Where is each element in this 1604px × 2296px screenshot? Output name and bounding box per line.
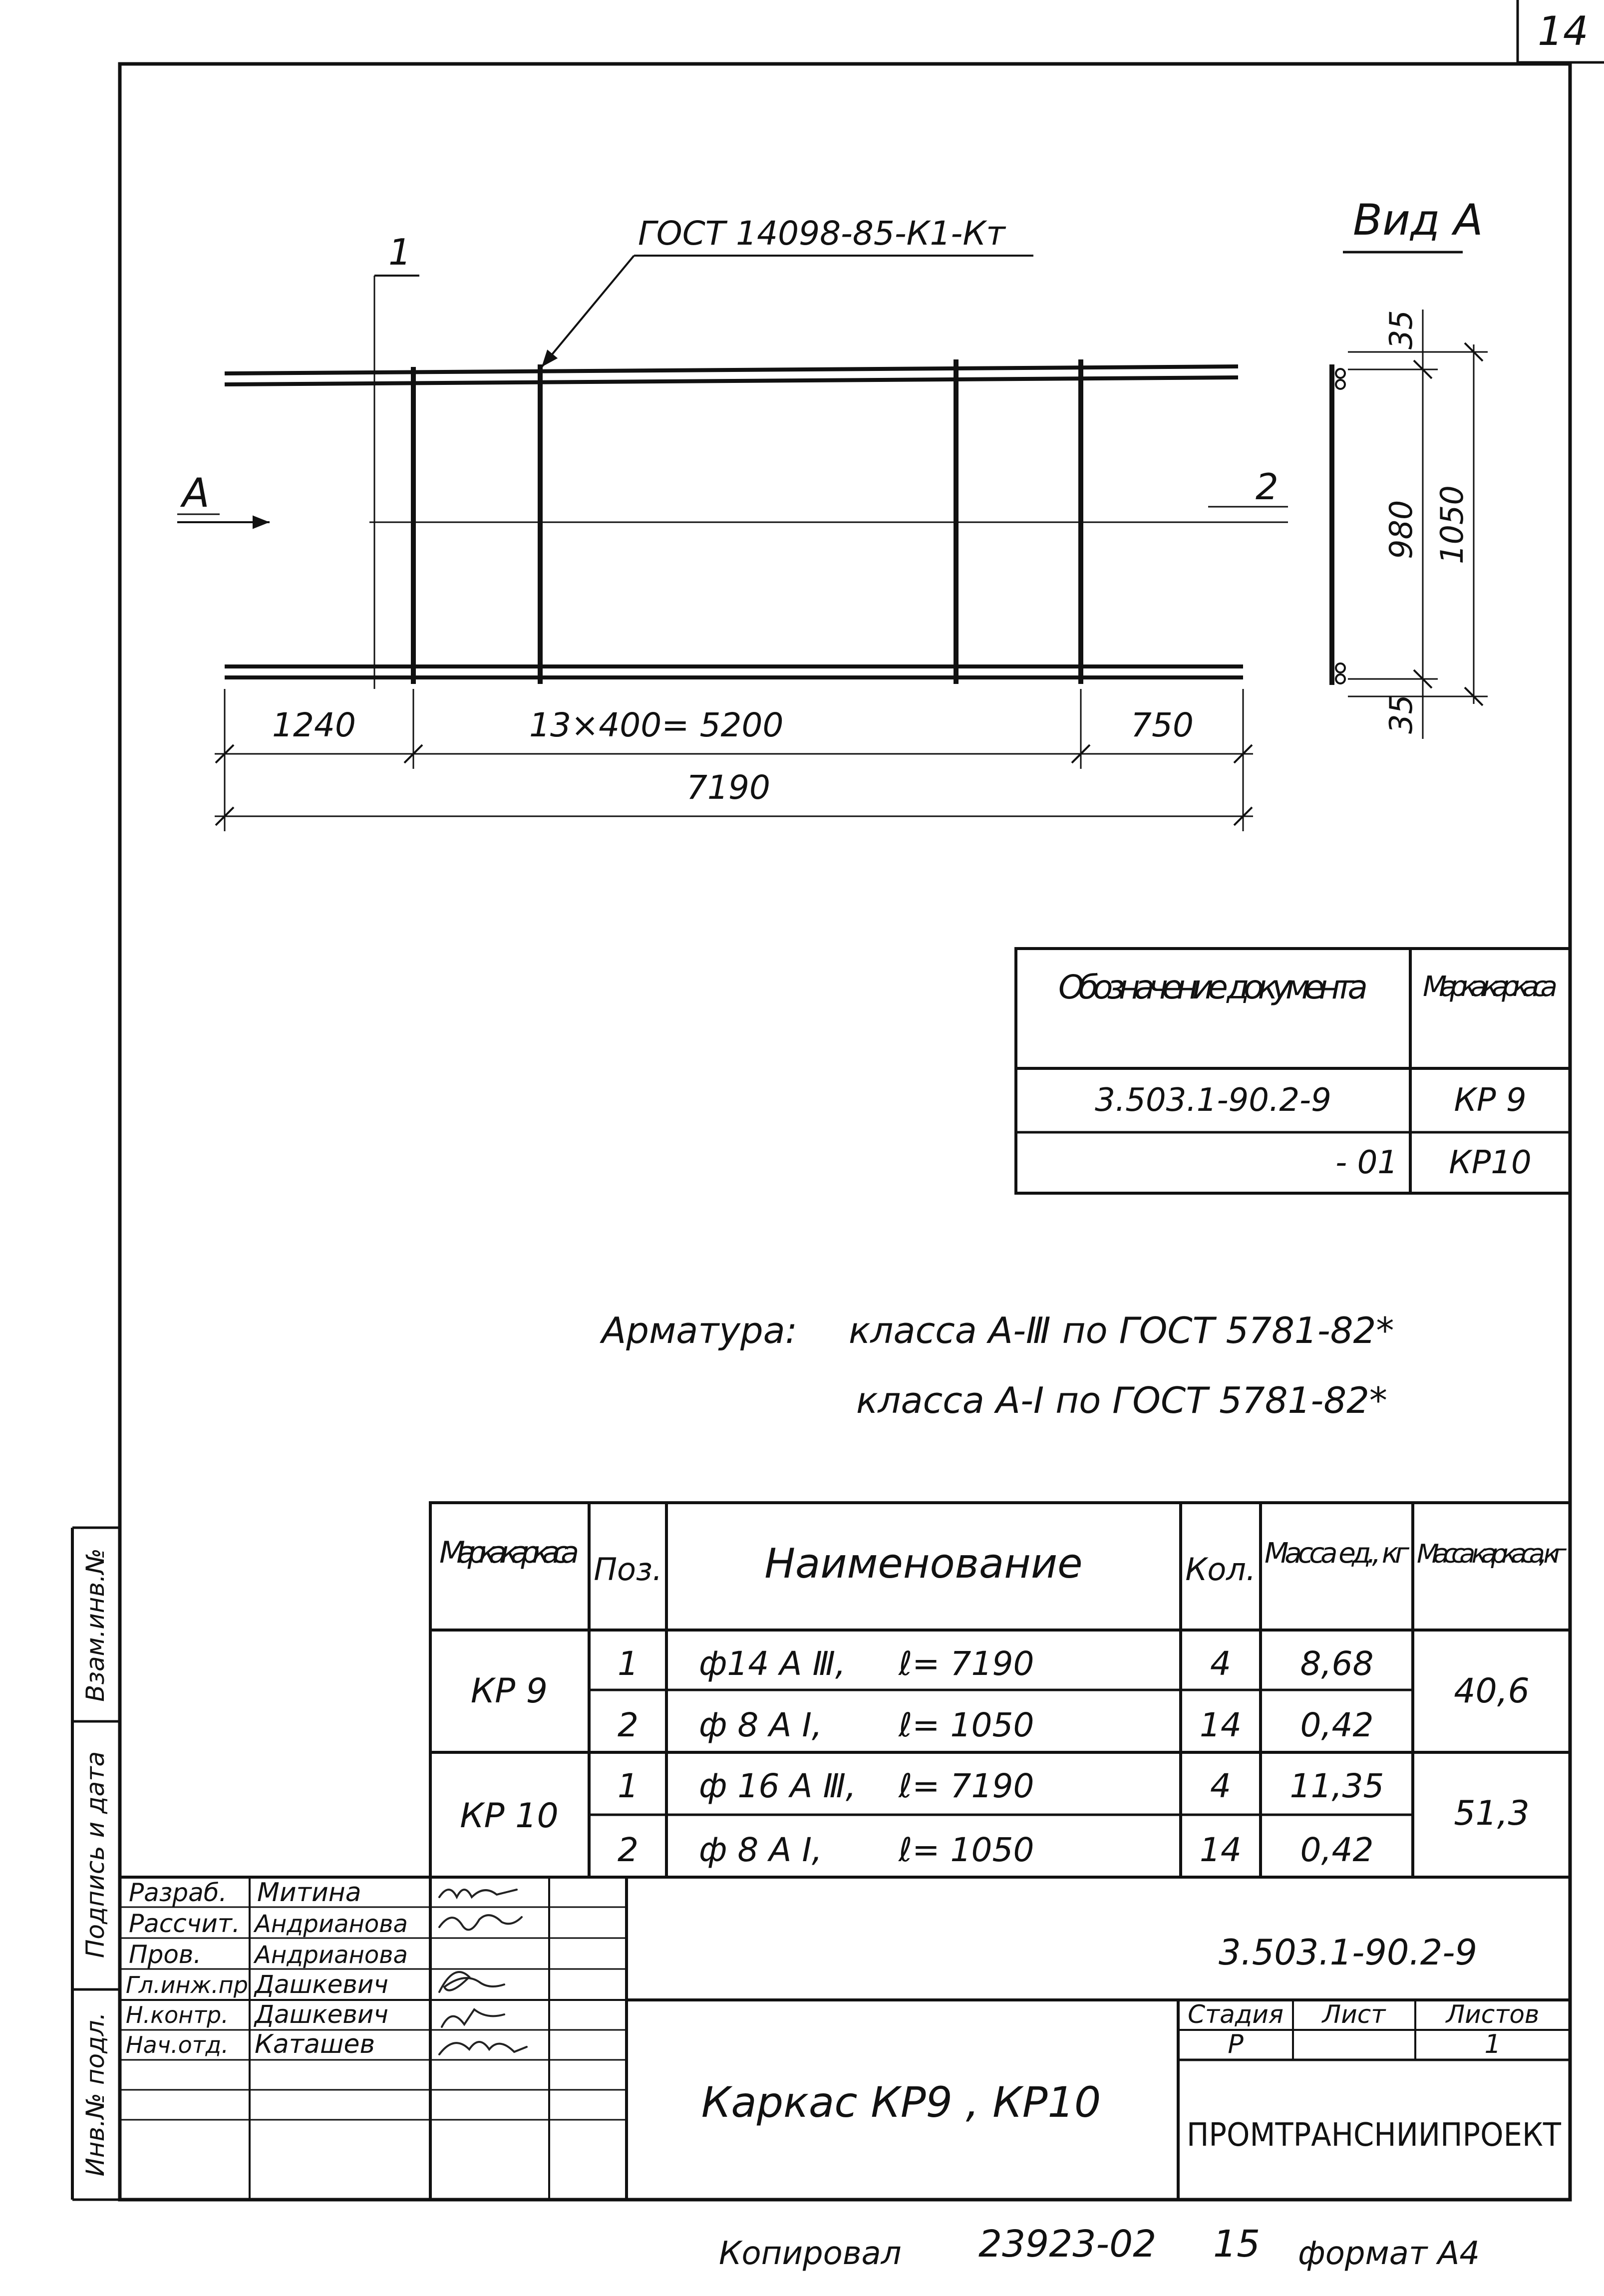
notes-label: Арматура: <box>602 1310 798 1351</box>
spec-g2-r1-bar: ф 16 А Ⅲ, <box>699 1767 856 1805</box>
spec-header-unit-mass: Масса ед., кг <box>1265 1537 1409 1570</box>
tb-role-4: Гл.инж.пр <box>126 1971 248 1998</box>
spec-group-1-frame-mass: 40,6 <box>1454 1671 1530 1711</box>
spec-group-2-frame-mass: 51,3 <box>1454 1794 1530 1833</box>
tb-stage: Р <box>1228 2029 1244 2059</box>
weld-note: ГОСТ 14098-85-К1-Кт <box>638 214 1005 253</box>
tb-name-4: Дашкевич <box>255 1970 388 1999</box>
page-number-box <box>1518 0 1604 62</box>
footer-copied: Копировал <box>719 2235 902 2272</box>
view-arrow-label: А <box>182 470 210 516</box>
spec-g1-r2-len: ℓ= 1050 <box>899 1706 1034 1744</box>
page-number: 14 <box>1538 8 1589 54</box>
side-dim-outer: 1050 <box>1434 485 1470 564</box>
tb-sheets: 1 <box>1484 2029 1501 2059</box>
spec-g1-r1-qty: 4 <box>1210 1644 1231 1683</box>
spec-g2-r1-qty: 4 <box>1210 1767 1231 1805</box>
tb-name-5: Дашкевич <box>255 2000 388 2029</box>
spec-g1-r1-bar: ф14 А Ⅲ, <box>699 1644 846 1683</box>
title-block <box>120 1877 1570 2200</box>
tb-organization: ПРОМТРАНСНИИПРОЕКТ <box>1187 2117 1562 2154</box>
tb-name-2: Андрианова <box>255 1910 408 1938</box>
spec-g2-r1-pos: 1 <box>618 1767 639 1805</box>
tb-role-6: Нач.отд. <box>126 2031 229 2058</box>
side-dim-inner: 980 <box>1383 500 1419 559</box>
footer-number: 23923-02 <box>978 2223 1157 2266</box>
spec-group-2-mark: КР 10 <box>460 1796 559 1836</box>
spec-g1-r2-pos: 2 <box>618 1706 639 1744</box>
spec-g2-r1-mass: 11,35 <box>1289 1767 1384 1805</box>
tb-role-2: Рассчит. <box>129 1909 240 1938</box>
tb-sheet-header: Лист <box>1322 2000 1386 2029</box>
spec-g1-r1-pos: 1 <box>618 1644 639 1683</box>
spec-g1-r2-bar: ф 8 А I, <box>699 1706 822 1744</box>
spec-table <box>430 1503 1570 1877</box>
spec-g1-r2-qty: 14 <box>1200 1706 1242 1744</box>
reinforcement-notes <box>600 1310 1394 1421</box>
footer-format: формат А4 <box>1298 2235 1480 2272</box>
spec-header-name: Наименование <box>764 1540 1083 1588</box>
tb-name-1: Митина <box>257 1878 361 1908</box>
frame-drawing <box>177 214 1288 831</box>
spec-header-mark: Марка каркаса <box>439 1535 579 1570</box>
side-dim-bottom: 35 <box>1383 694 1419 734</box>
spec-header-pos: Поз. <box>594 1551 662 1588</box>
callout-1: 1 <box>388 231 411 273</box>
spec-g1-r1-len: ℓ= 7190 <box>899 1644 1034 1683</box>
side-label-sign-date: Подпись и дата <box>81 1751 110 1959</box>
side-strip <box>72 1528 120 2200</box>
tb-role-1: Разраб. <box>129 1878 227 1907</box>
doc-row-2-mark: КР10 <box>1449 1144 1532 1181</box>
spec-g2-r1-len: ℓ= 7190 <box>899 1767 1034 1805</box>
tb-doc-code: 3.503.1-90.2-9 <box>1218 1932 1478 1973</box>
tb-name-6: Каташев <box>255 2029 375 2059</box>
tb-name-3: Андрианова <box>255 1941 408 1969</box>
view-a-title: Вид А <box>1353 195 1483 245</box>
doc-row-1-doc: 3.503.1-90.2-9 <box>1095 1082 1331 1119</box>
side-label-orig-inv: Инв.№ подл. <box>81 2012 110 2177</box>
dim-left: 1240 <box>272 706 356 744</box>
callout-2: 2 <box>1256 466 1279 508</box>
tb-title: Каркас КР9 , КР10 <box>701 2078 1101 2127</box>
side-label-replace-inv: Взам.инв.№ <box>81 1548 110 1702</box>
spec-g2-r2-bar: ф 8 А I, <box>699 1831 822 1869</box>
tb-stage-header: Стадия <box>1188 2000 1283 2029</box>
spec-g2-r2-pos: 2 <box>618 1831 639 1869</box>
spec-g1-r1-mass: 8,68 <box>1300 1644 1374 1683</box>
spec-g2-r2-len: ℓ= 1050 <box>899 1831 1034 1869</box>
spec-g2-r2-mass: 0,42 <box>1300 1831 1374 1869</box>
spec-group-1-mark: КР 9 <box>470 1671 548 1711</box>
tb-role-5: Н.контр. <box>126 2001 229 2028</box>
dim-right: 750 <box>1131 706 1194 744</box>
spec-g1-r2-mass: 0,42 <box>1300 1706 1374 1744</box>
notes-line-1: класса А-Ⅲ по ГОСТ 5781-82* <box>849 1310 1394 1351</box>
doc-table <box>1016 949 1570 1193</box>
spec-header-frame-mass: Масса каркаса, кг <box>1417 1539 1567 1569</box>
view-a <box>1332 195 1488 739</box>
spec-header-qty: Кол. <box>1185 1551 1256 1588</box>
dim-total: 7190 <box>686 768 770 807</box>
tb-role-3: Пров. <box>129 1940 202 1969</box>
dim-middle: 13×400= 5200 <box>529 706 784 744</box>
tb-sheets-header: Листов <box>1446 2000 1540 2029</box>
doc-row-2-doc: - 01 <box>1335 1144 1398 1181</box>
footer-page: 15 <box>1213 2223 1261 2266</box>
doc-header-mark: Марка каркаса <box>1423 971 1558 1003</box>
doc-row-1-mark: КР 9 <box>1454 1082 1527 1119</box>
spec-g2-r2-qty: 14 <box>1200 1831 1242 1869</box>
doc-header-designation: Обозначение документа <box>1058 968 1368 1006</box>
footer <box>719 2223 1480 2272</box>
side-dim-top: 35 <box>1383 310 1419 349</box>
notes-line-2: класса А-I по ГОСТ 5781-82* <box>856 1379 1387 1421</box>
